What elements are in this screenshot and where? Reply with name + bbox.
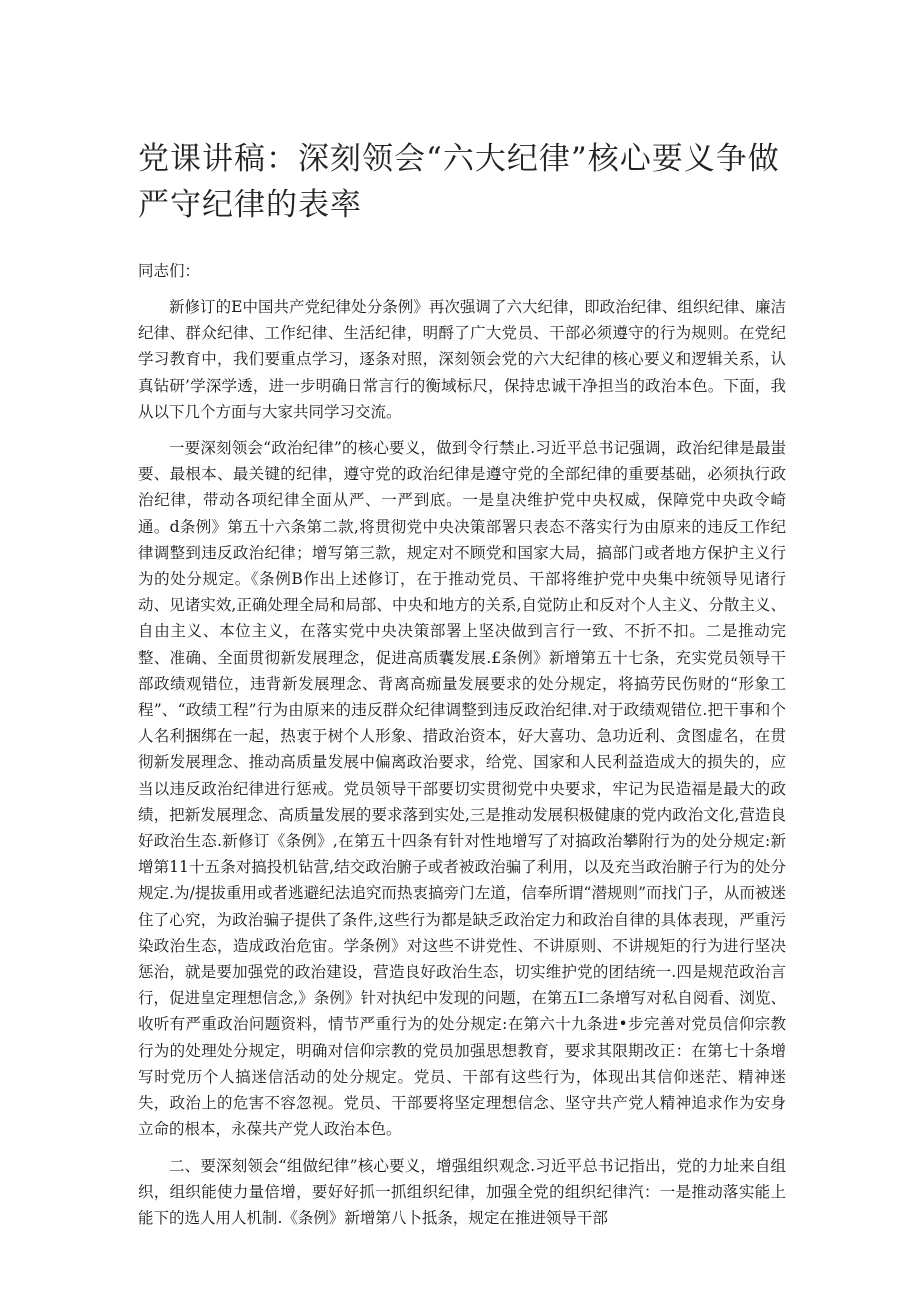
document-page	[138, 136, 786, 1241]
salutation: 同志们：	[138, 262, 201, 280]
document-title: 党课讲稿：深刻领会“六大纪律”核心要义争做严守纪律的表率	[138, 141, 780, 223]
paragraph-intro: 新修订的E中国共产党纪律处分条例》再次强调了六大纪律，即政治纪律、组织纪律、廉洁纪律、群众纪律、工作纪律、生活纪律，明酹了广大党员、干部必须遵守的行为规则。在党纪学习教育中，我们要重点学习，逐条对照，深刻领会党的六大纪律的核心要义和逻辑关系，认真钻研’学深学透，进一步明确日常言行的衡域标尺，保持忠诚干净担当的政治本色。下面，我从以下几个方面与大家共同学习交流。	[138, 298, 786, 421]
paragraph-organizational-discipline: 二、要深刻领会“组做纪律”核心要义，增强组织观念.习近平总书记指出，党的力址来自组织，组织能使力量倍增，要好好抓一抓组织纪律，加强全党的组织纪律汽：一是推动落实能上能下的选人用人机制.《条例》新增第八卜抵条，规定在推进领导干部	[138, 1156, 786, 1227]
paragraph-political-discipline: 一要深刻领会“政治纪律”的核心要义，做到令行禁止.习近平总书记强调，政治纪律是最蚩要、最根本、最关键的纪律，遵守党的政治纪律是遵守党的全部纪律的重要基础，必须执行政治纪律，带动各项纪律全面从严、一严到底。一是皇决维护党中央权威，保障党中央政令崎通。d条例》第五十六条第二款,将贯彻党中央决策部署只表态不落实行为由原来的违反工作纪律调整到违反政治纪律；增写第三款，规定对不顾党和国家大局，搞部门或者地方保护主义行为的处分规定。《条例B作出上述修订，在于推动党员、干部将维护党中央集中统领导见诸行动、见诸实效,正确处理全局和局部、中央和地方的关系,自觉防止和反对个人主义、分散主义、自由主义、本位主义，在落实党中央决策部署上坚决做到言行一致、不折不扣。二是推动完整、准确、全面贯彻新发展理念，促进高质囊发展.£条例》新增第五十七条，充实党员领导干部政绩观错位，违背新发展理念、背离高痂量发展要求的处分规定，将搞劳民伤财的“形象工程”、“政绩工程”行为由原来的违反群众纪律调整到违反政治纪律.对于政绩观错位.把干事和个人名利捆绑在一起，热衷于树个人形象、措政治资本，好大喜功、急功近利、贪图虚名，在贯彻新发展理念、推动高质量发展中偏离政治要求，给党、国家和人民利益造成大的损失的，应当以违反政治纪律进行惩戒。党员领导干部要切实贯彻党中央要求，牢记为民造福是最大的政绩，把新发展理念、高质量发展的要求落到实处,三是推动发展积极健康的党内政治文化,营造良好政治生态.新修订《条例》,在第五十四条有针对性地增写了对搞政治攀附行为的处分规定:新增第11十五条对搞投机钻营,结交政治腑子或者被政治骗了利用，以及充当政治腑子行为的处分规定.为/提拔重用或者逃避纪法追究而热衷搞旁门左道，信奉所谓“潜规则”而找门子，从而被迷住了心究，为政治骗子提供了条件,这些行为都是缺乏政治定力和政治自律的具体表现，严重污染政治生态，造成政治危宙。学条例》对这些不讲党性、不讲原则、不讲规矩的行为进行坚决惩治，就是要加强党的政治建设，营造良好政治生态，切实维护党的团结统一.四是规范政治言行，促进皇定理想信念,》条例》针对执纪中发现的问题，在第五I二条增写对私自阅看、浏览、收听有严重政治问题资料，情节严重行为的处分规定:在第六十九条进•步完善对党员信仰宗教行为的处理处分规定，明确对信仰宗教的党员加强思想教育，要求其限期改正：在第七十条增写时党历个人搞迷信活动的处分规定。党员、干部有这些行为，体现出其信仰迷茫、精神迷失，政治上的危害不容忽视。党员、干部要将坚定理想信念、坚守共产党人精神追求作为安身立命的根本，永葆共产党人政治本色。	[138, 439, 786, 1139]
